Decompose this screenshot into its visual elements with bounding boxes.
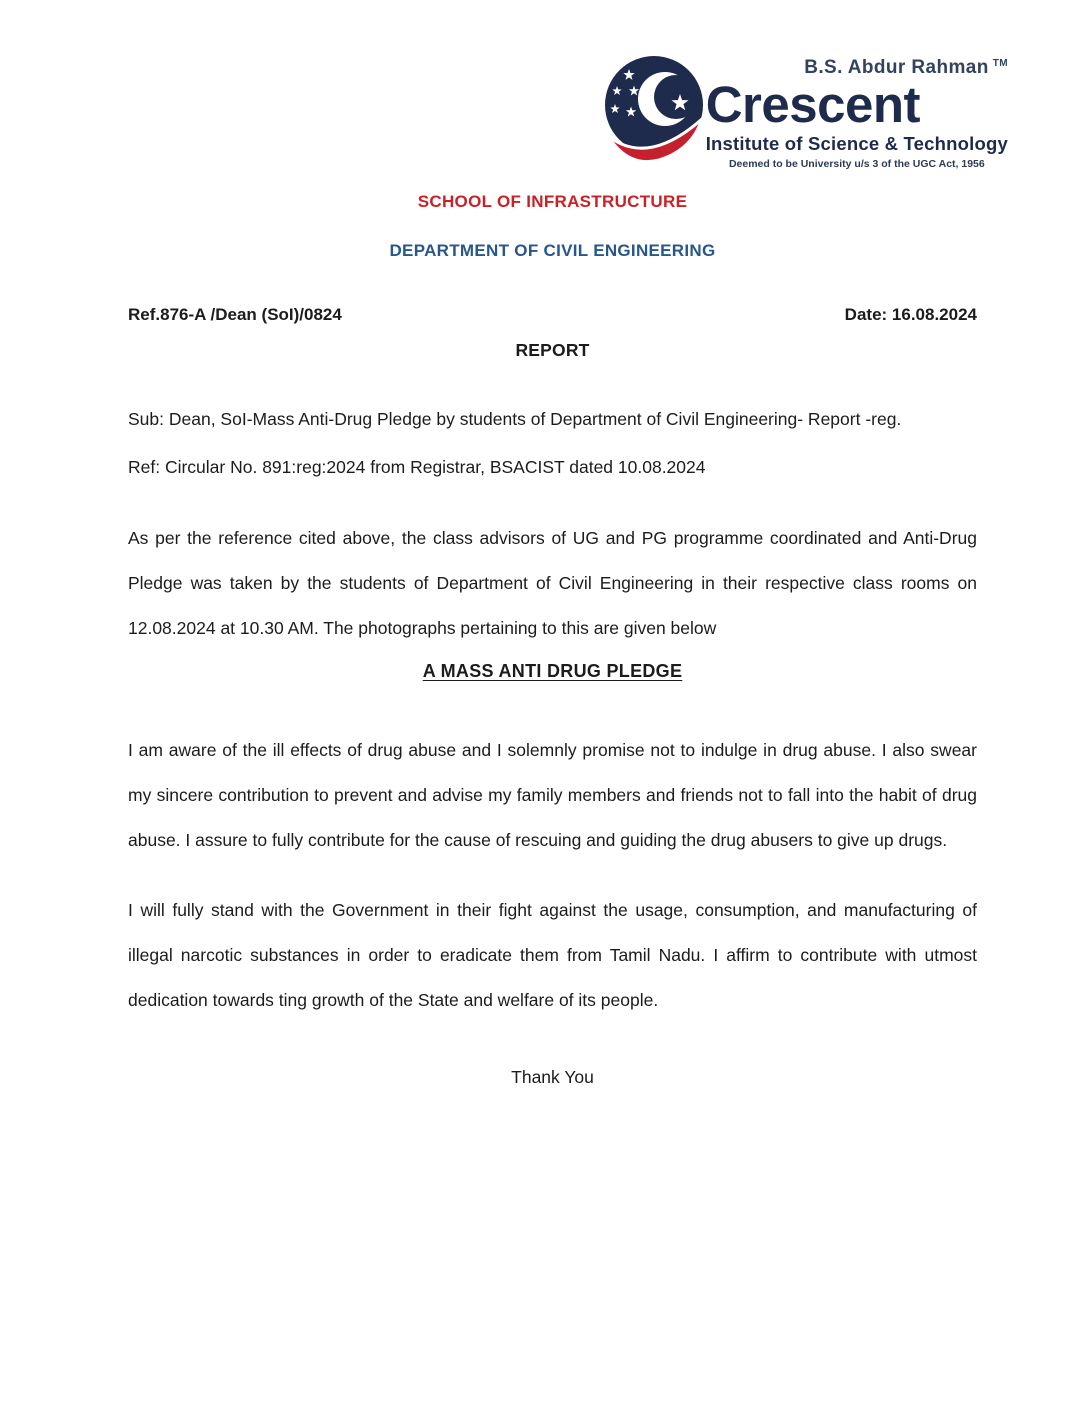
letter-body [0, 192, 1088, 1088]
logo-deemed-line: Deemed to be University u/s 3 of the UGC Act, 1956 [728, 158, 985, 171]
pledge-heading: A MASS ANTI DRUG PLEDGE [422, 661, 683, 682]
logo-wordmark: Crescent [705, 76, 920, 133]
closing-text: Thank You [511, 1067, 594, 1088]
pledge-paragraph-2: I will fully stand with the Government in their fight against the usage, consumption, and manufacturing of illegal narcotic substances in order to eradicate them from Tamil Nadu. I affirm to contribute with utmost dedication towards ting growth of the State and welfare of its people. [128, 900, 977, 1011]
logo-text-block [706, 55, 1008, 170]
letterhead [0, 0, 1088, 170]
logo-institute-line: Institute of Science & Technology [705, 133, 1008, 155]
report-title: REPORT [515, 340, 590, 361]
crescent-moon-stars-logo-icon [598, 55, 710, 163]
department-heading: DEPARTMENT OF CIVIL ENGINEERING [389, 241, 716, 261]
trademark-symbol: TM [992, 57, 1008, 69]
body-paragraph-intro: As per the reference cited above, the class advisors of UG and PG programme coordinated and Anti-Drug Pledge was taken by the students of Department of Civil Engineering in their respective class rooms on 12.08.2024 at 10.30 AM. The photographs pertaining to this are given below [128, 528, 977, 639]
date-label: Date: 16.08.2024 [844, 305, 977, 325]
reference-number: Ref.876-A /Dean (SoI)/0824 [128, 305, 342, 325]
circular-reference-line: Ref: Circular No. 891:reg:2024 from Registrar, BSACIST dated 10.08.2024 [128, 457, 706, 478]
brand-name-text: B.S. Abdur Rahman [804, 57, 989, 78]
ref-date-row [128, 305, 977, 325]
pledge-paragraph-1: I am aware of the ill effects of drug abuse and I solemnly promise not to indulge in drug abuse. I also swear my sincere contribution to prevent and advise my family members and friends not to fall into the habit of drug abuse. I assure to fully contribute for the cause of rescuing and guiding the drug abusers to give up drugs. [128, 740, 977, 851]
school-heading: SCHOOL OF INFRASTRUCTURE [417, 192, 688, 212]
subject-line: Sub: Dean, SoI-Mass Anti-Drug Pledge by students of Department of Civil Engineering- Report -reg. [128, 409, 902, 430]
